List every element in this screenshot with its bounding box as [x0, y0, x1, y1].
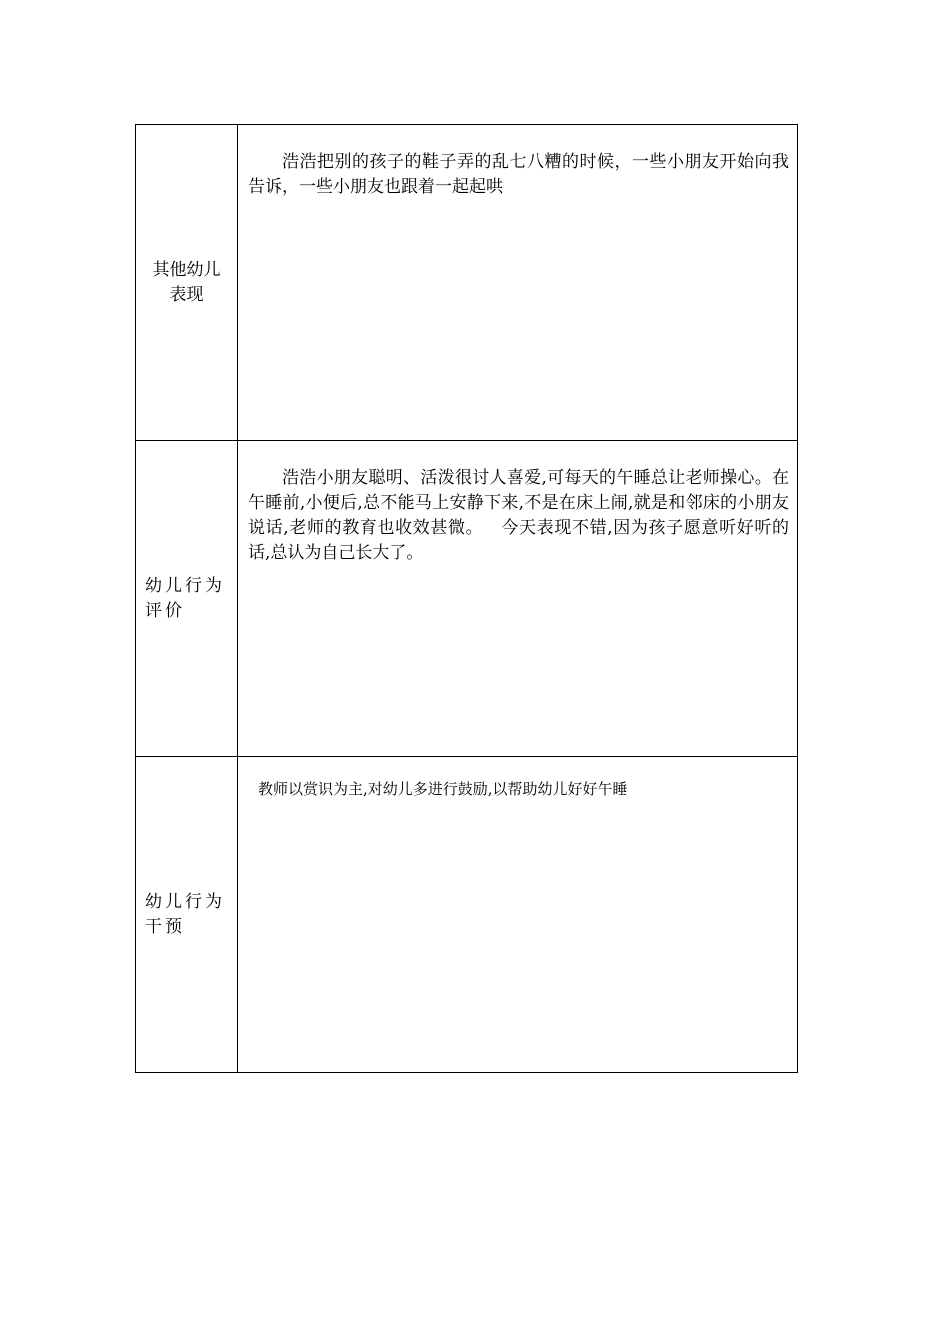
- label-line-1: 幼儿行为: [145, 575, 225, 596]
- content-text: 教师以赏识为主,对幼儿多进行鼓励,以帮助幼儿好好午睡: [258, 780, 628, 798]
- content-text: 浩浩小朋友聪明、活泼很讨人喜爱,可每天的午睡总让老师操心。在午睡前,小便后,总不能马上安静下来,不是在床上闹,就是和邻床的小朋友说话,老师的教育也收效甚微。 今天表现不错,因为孩子愿意听好听的话,总认为自己长大了。: [248, 468, 789, 563]
- observation-record-table: [135, 124, 798, 1073]
- row-label-other-children: [136, 125, 238, 441]
- table-row-behavior-intervention: [136, 757, 798, 1073]
- label-line-2: 表现: [169, 284, 204, 305]
- content-text: 浩浩把别的孩子的鞋子弄的乱七八糟的时候，一些小朋友开始向我告诉，一些小朋友也跟着一起起哄: [248, 152, 789, 197]
- label-line-2: 评价: [145, 600, 185, 621]
- label-line-1: 幼儿行为: [145, 891, 225, 912]
- label-line-1: 其他幼儿: [152, 259, 221, 280]
- row-label-behavior-evaluation: [136, 441, 238, 757]
- row-content-other-children: [238, 125, 798, 441]
- row-content-behavior-evaluation: [238, 441, 798, 757]
- label-line-2: 干预: [145, 916, 185, 937]
- table-row-other-children: [136, 125, 798, 441]
- row-label-behavior-intervention: [136, 757, 238, 1073]
- row-content-behavior-intervention: [238, 757, 798, 1073]
- table-row-behavior-evaluation: [136, 441, 798, 757]
